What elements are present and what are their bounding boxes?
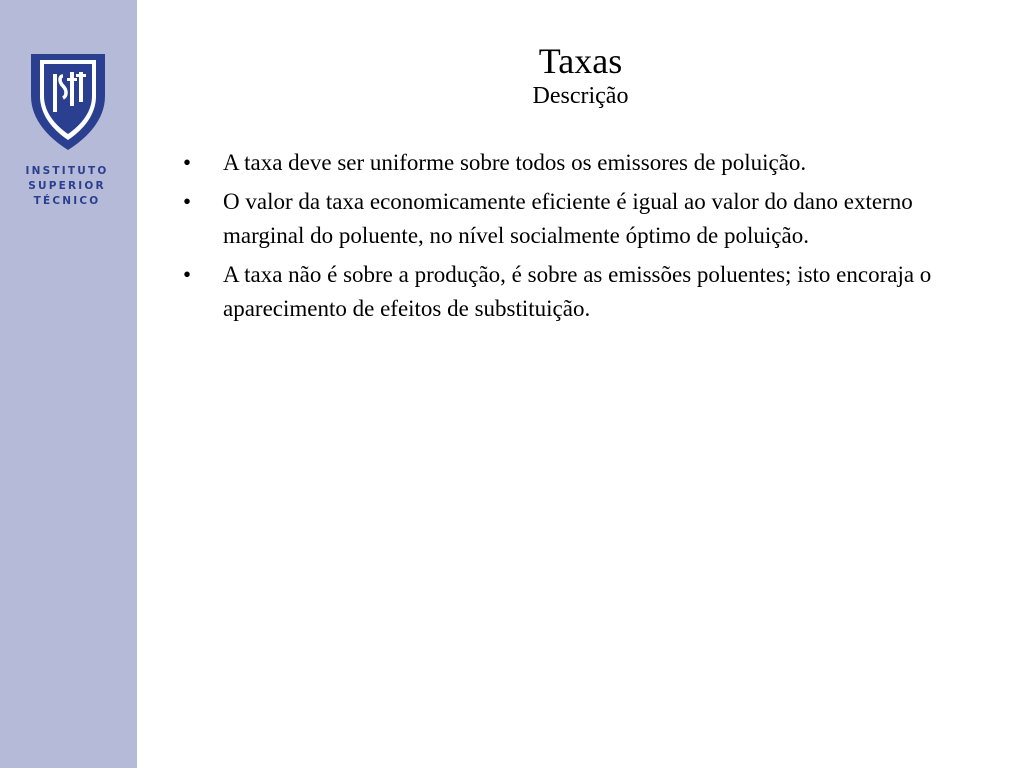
logo-line-tecnico: TÉCNICO xyxy=(33,195,101,207)
bullet-text: A taxa não é sobre a produção, é sobre as emissões poluentes; isto encoraja o aparecimento de efeitos de substituição. xyxy=(223,262,932,321)
bullet-marker: • xyxy=(183,262,192,287)
ist-logo xyxy=(25,52,109,209)
slide-subtitle: Descrição xyxy=(532,83,629,109)
bullet-marker: • xyxy=(183,150,192,175)
logo-line-superior: SUPERIOR xyxy=(28,180,106,192)
bullet-text: O valor da taxa economicamente eficiente é igual ao valor do dano externo marginal do poluente, no nível socialmente óptimo de poluição. xyxy=(223,189,913,248)
bullet-list xyxy=(183,146,983,331)
sidebar-band xyxy=(0,0,137,768)
list-item xyxy=(183,185,983,253)
slide-title: Taxas xyxy=(538,41,623,81)
list-item xyxy=(183,258,983,326)
bullet-marker: • xyxy=(183,189,192,214)
logo-line-instituto: INSTITUTO xyxy=(25,165,109,177)
bullet-text: A taxa deve ser uniforme sobre todos os emissores de poluição. xyxy=(223,150,807,175)
logo-wordmark xyxy=(25,164,109,209)
ist-shield-icon xyxy=(29,52,107,152)
title-block xyxy=(137,40,1024,110)
list-item xyxy=(183,146,983,180)
